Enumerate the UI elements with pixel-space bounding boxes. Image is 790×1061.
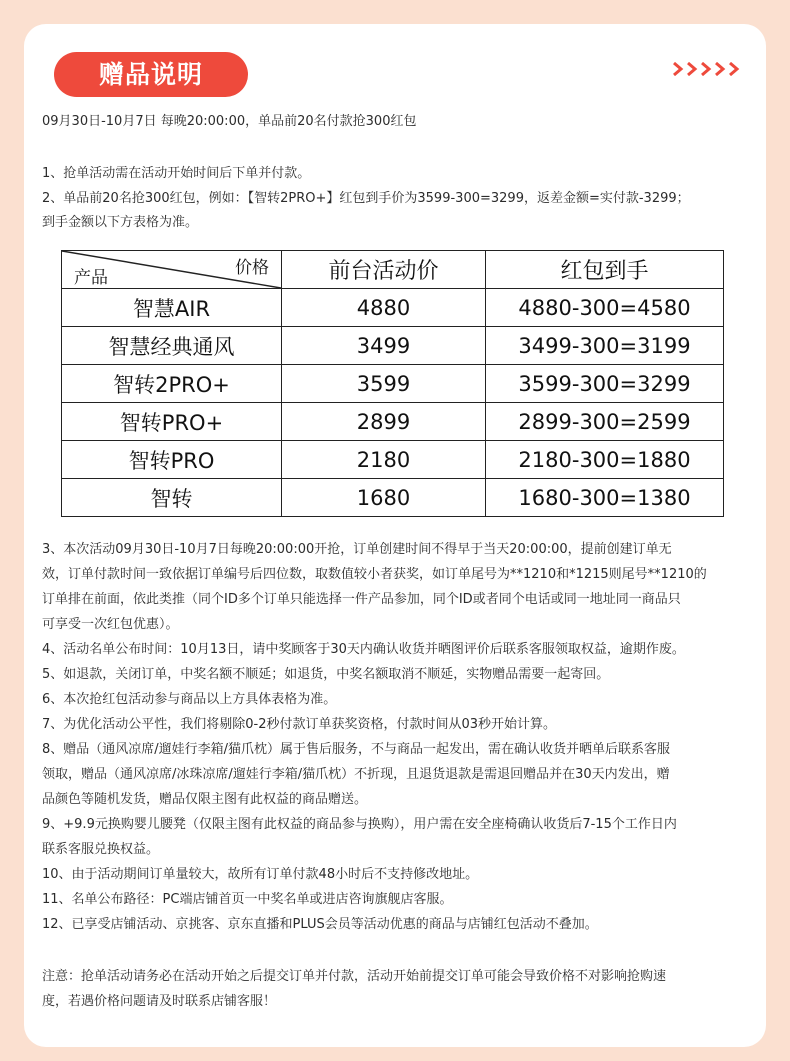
table-row bbox=[62, 403, 724, 441]
rule-line: 联系客服兑换权益。 bbox=[42, 842, 160, 857]
rule-line: 12、已享受店铺活动、京挑客、京东直播和PLUS会员等活动优惠的商品与店铺红包活动不叠加。 bbox=[42, 917, 598, 932]
final-price-cell: 1680-300=1380 bbox=[486, 479, 724, 517]
price-cell: 4880 bbox=[282, 289, 486, 327]
price-cell: 3499 bbox=[282, 327, 486, 365]
table-row bbox=[62, 365, 724, 403]
final-price-cell: 3499-300=3199 bbox=[486, 327, 724, 365]
product-cell: 智转PRO+ bbox=[62, 403, 282, 441]
product-cell: 智转 bbox=[62, 479, 282, 517]
rule-line: 1、抢单活动需在活动开始时间后下单并付款。 bbox=[42, 166, 311, 181]
table-row bbox=[62, 289, 724, 327]
table-row bbox=[62, 327, 724, 365]
rule-line: 9、+9.9元换购婴儿腰凳（仅限主图有此权益的商品参与换购），用户需在安全座椅确认收货后7-15个工作日内 bbox=[42, 817, 677, 832]
price-cell: 3599 bbox=[282, 365, 486, 403]
rule-line: 2、单品前20名抢300红包，例如：【智转2PRO+】红包到手价为3599-300=3299，返差金额=实付款-3299； bbox=[42, 191, 690, 206]
table-row bbox=[62, 441, 724, 479]
note-line: 度，若遇价格问题请及时联系店铺客服！ bbox=[42, 994, 277, 1009]
table-row bbox=[62, 479, 724, 517]
corner-label-product: 产品 bbox=[74, 268, 108, 288]
rule-line: 4、活动名单公布时间：10月13日，请中奖顾客于30天内确认收货并晒图评价后联系客服领取权益，逾期作废。 bbox=[42, 642, 685, 657]
chevron-right-icon bbox=[728, 62, 740, 76]
product-cell: 智转PRO bbox=[62, 441, 282, 479]
chevron-right-icon bbox=[686, 62, 698, 76]
rule-line: 效，订单付款时间一致依据订单编号后四位数，取数值较小者获奖，如订单尾号为**1210和*1215则尾号**1210的 bbox=[42, 567, 707, 582]
rule-line: 10、由于活动期间订单量较大，故所有订单付款48小时后不支持修改地址。 bbox=[42, 867, 479, 882]
product-cell: 智慧经典通风 bbox=[62, 327, 282, 365]
price-cell: 2899 bbox=[282, 403, 486, 441]
price-cell: 2180 bbox=[282, 441, 486, 479]
chevron-right-icon bbox=[672, 62, 684, 76]
note-line: 注意：抢单活动请务必在活动开始之后提交订单并付款，活动开始前提交订单可能会导致价格不对影响抢购速 bbox=[42, 969, 667, 984]
table-header-row bbox=[62, 251, 724, 289]
page-title: 赠品说明 bbox=[54, 52, 248, 97]
corner-label-price: 价格 bbox=[235, 258, 269, 278]
rule-line: 5、如退款，关闭订单，中奖名额不顺延；如退货，中奖名额取消不顺延，实物赠品需要一起寄回。 bbox=[42, 667, 610, 682]
price-table bbox=[61, 250, 724, 517]
column-header-final: 红包到手 bbox=[486, 251, 724, 289]
price-cell: 1680 bbox=[282, 479, 486, 517]
product-cell: 智慧AIR bbox=[62, 289, 282, 327]
final-price-cell: 2899-300=2599 bbox=[486, 403, 724, 441]
rule-line: 6、本次抢红包活动参与商品以上方具体表格为准。 bbox=[42, 692, 337, 707]
rule-line: 8、赠品（通风凉席/遛娃行李箱/猫爪枕）属于售后服务，不与商品一起发出，需在确认收货并晒单后联系客服 bbox=[42, 742, 671, 757]
corner-header-cell bbox=[62, 251, 282, 289]
column-header-price: 前台活动价 bbox=[282, 251, 486, 289]
rule-line: 11、名单公布路径：PC端店铺首页一中奖名单或进店咨询旗舰店客服。 bbox=[42, 892, 453, 907]
product-cell: 智转2PRO+ bbox=[62, 365, 282, 403]
rule-line: 3、本次活动09月30日-10月7日每晚20:00:00开抢，订单创建时间不得早于当天20:00:00，提前创建订单无 bbox=[42, 542, 672, 557]
chevron-decoration bbox=[672, 62, 740, 76]
rule-line: 可享受一次红包优惠）。 bbox=[42, 617, 179, 632]
rule-line: 订单排在前面，依此类推（同个ID多个订单只能选择一件产品参加，同个ID或者同个电话或同一地址同一商品只 bbox=[42, 592, 681, 607]
final-price-cell: 2180-300=1880 bbox=[486, 441, 724, 479]
content-card bbox=[24, 24, 766, 1047]
intro-line: 09月30日-10月7日 每晚20:00:00，单品前20名付款抢300红包 bbox=[42, 114, 417, 129]
rule-line: 到手金额以下方表格为准。 bbox=[42, 215, 199, 230]
chevron-right-icon bbox=[700, 62, 712, 76]
final-price-cell: 3599-300=3299 bbox=[486, 365, 724, 403]
rule-line: 品颜色等随机发货，赠品仅限主图有此权益的商品赠送。 bbox=[42, 792, 368, 807]
rule-line: 7、为优化活动公平性，我们将剔除0-2秒付款订单获奖资格，付款时间从03秒开始计算。 bbox=[42, 717, 557, 732]
rule-line: 领取，赠品（通风凉席/冰珠凉席/遛娃行李箱/猫爪枕）不折现，且退货退款是需退回赠品并在30天内发出，赠 bbox=[42, 767, 670, 782]
chevron-right-icon bbox=[714, 62, 726, 76]
final-price-cell: 4880-300=4580 bbox=[486, 289, 724, 327]
